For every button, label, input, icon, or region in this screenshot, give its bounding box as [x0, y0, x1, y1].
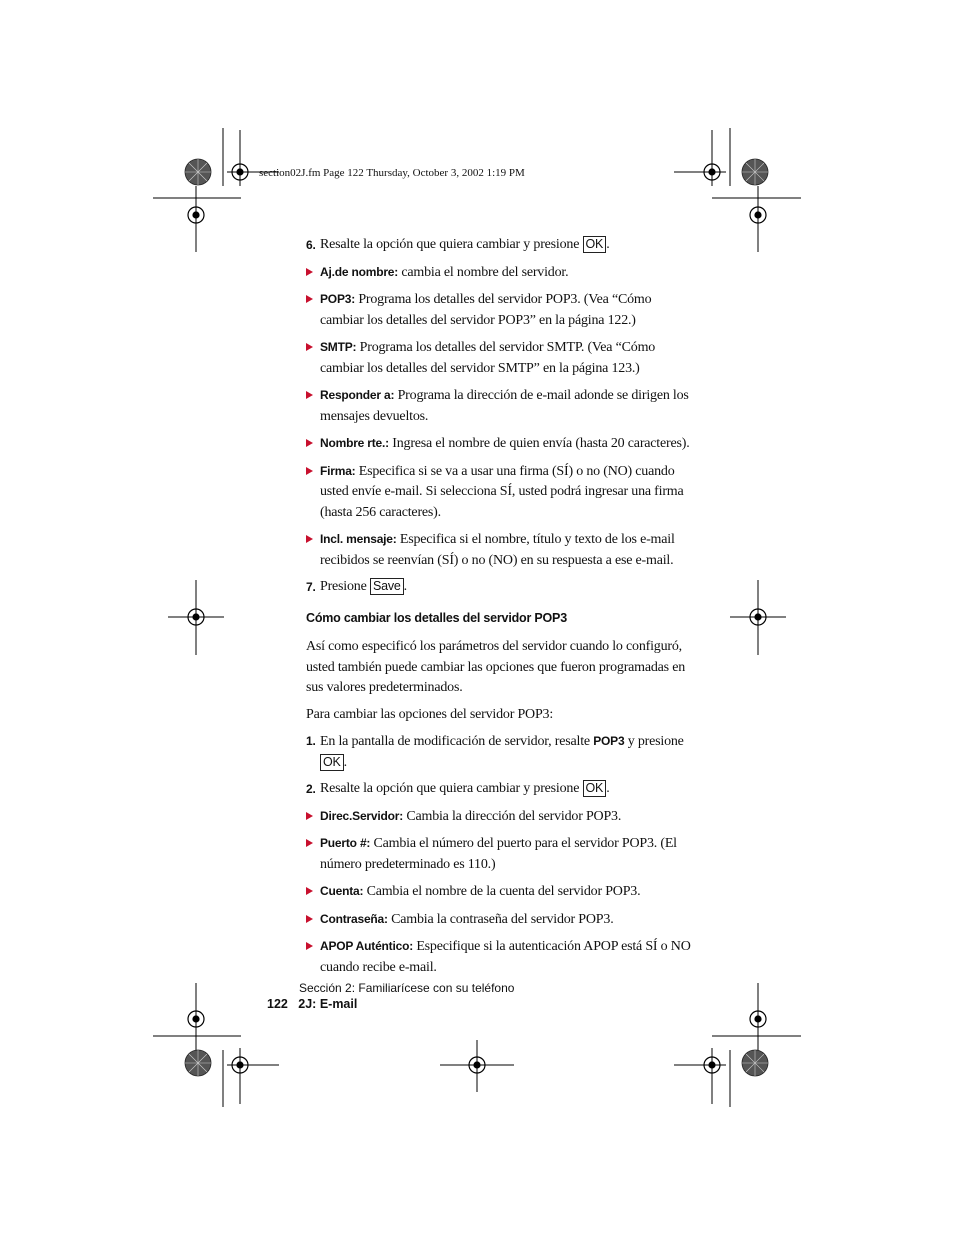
step-text: Resalte la opción que quiera cambiar y presione [320, 781, 580, 796]
bullet-arrow-icon [306, 268, 313, 276]
option-desc: Ingresa el nombre de quien envía (hasta 20 caracteres). [388, 436, 690, 451]
ok-key: OK [583, 780, 607, 797]
option-item [306, 529, 696, 571]
option-term: APOP Auténtico: [320, 939, 414, 953]
option-desc: Cambia el nombre de la cuenta del servidor POP3. [363, 884, 641, 899]
option-item [306, 936, 696, 978]
bullet-arrow-icon [306, 343, 313, 351]
option-item [306, 833, 696, 875]
step-end: . [606, 237, 610, 252]
option-item [306, 289, 696, 331]
print-header: section02J.fm Page 122 Thursday, October 3, 2002 1:19 PM [259, 167, 525, 179]
ok-key: OK [320, 754, 344, 771]
chapter-title: 2J: E-mail [298, 997, 358, 1011]
step-text-2: y presione [627, 734, 684, 749]
option-term: Aj.de nombre: [320, 264, 399, 279]
bullet-arrow-icon [306, 915, 313, 923]
bullet-arrow-icon [306, 812, 313, 820]
option-desc: Especifica si se va a usar una firma (SÍ) o no (NO) cuando usted envíe e-mail. Si selecciona SÍ, usted podrá ingresar una firma (hasta 256 caracteres). [320, 463, 684, 520]
bullet-arrow-icon [306, 467, 313, 475]
option-item [306, 262, 696, 284]
bullet-arrow-icon [306, 295, 313, 303]
option-term: Nombre rte.: [320, 436, 389, 450]
step-number: 1. [306, 734, 316, 748]
step-number: 7. [306, 580, 316, 594]
bullet-arrow-icon [306, 887, 313, 895]
option-item [306, 909, 696, 931]
option-term: SMTP: [320, 340, 357, 354]
footer-chapter-line [267, 996, 514, 1012]
option-term: POP3: [320, 292, 356, 306]
option-term: Responder a: [320, 388, 395, 402]
step-term: POP3 [593, 734, 625, 748]
step-2 [306, 779, 696, 800]
bullet-arrow-icon [306, 942, 313, 950]
step-end: . [403, 579, 407, 594]
option-desc: Especifica si el nombre, título y texto de los e-mail recibidos se reenvían (SÍ) o no (NO) en su respuesta a ese e-mail. [320, 532, 675, 568]
option-desc: Programa los detalles del servidor SMTP. (Vea “Cómo cambiar los detalles del servidor SMTP” en la página 123.) [320, 340, 656, 376]
option-list-2 [306, 806, 696, 979]
option-term: Firma: [320, 463, 356, 478]
option-desc: Cambia la contraseña del servidor POP3. [387, 911, 614, 927]
step-number: 6. [306, 238, 316, 252]
step-text: En la pantalla de modificación de servidor, resalte [320, 734, 590, 749]
option-item [306, 337, 696, 379]
option-desc: Cambia el número del puerto para el servidor POP3. (El número predeterminado es 110.) [320, 836, 677, 872]
step-text: Resalte la opción que quiera cambiar y presione [320, 237, 580, 252]
bullet-arrow-icon [306, 839, 313, 847]
option-desc: Programa la dirección de e-mail adonde se dirigen los mensajes devueltos. [320, 388, 689, 424]
step-text: Presione [320, 579, 367, 594]
section-title: Cómo cambiar los detalles del servidor POP3 [306, 610, 567, 625]
ok-key: OK [583, 236, 607, 253]
option-item [306, 433, 696, 455]
page-content [306, 235, 696, 984]
bullet-arrow-icon [306, 535, 313, 543]
step-end: . [606, 781, 610, 796]
option-desc: Cambia la dirección del servidor POP3. [403, 808, 622, 824]
save-key: Save [370, 578, 404, 595]
bullet-arrow-icon [306, 439, 313, 447]
bullet-arrow-icon [306, 391, 313, 399]
option-item [306, 461, 696, 524]
option-term: Puerto #: [320, 836, 371, 850]
step-6 [306, 235, 696, 256]
option-list-1 [306, 262, 696, 572]
option-item [306, 806, 696, 828]
step-1 [306, 731, 696, 773]
page-number: 122 [267, 997, 288, 1011]
step-7 [306, 577, 696, 598]
option-desc: Programa los detalles del servidor POP3. (Vea “Cómo cambiar los detalles del servidor POP3” en la página 122.) [320, 292, 652, 328]
option-desc: Especifique si la autenticación APOP está SÍ o NO cuando recibe e-mail. [320, 939, 691, 975]
paragraph: Así como especificó los parámetros del servidor cuando lo configuró, usted también puede cambiar las opciones que fueron programadas en sus valores predeterminados. [306, 639, 686, 695]
step-end: . [343, 754, 347, 770]
option-desc: cambia el nombre del servidor. [398, 264, 569, 280]
paragraph: Para cambiar las opciones del servidor POP3: [306, 706, 554, 722]
option-term: Cuenta: [320, 884, 364, 898]
option-term: Direc.Servidor: [320, 808, 404, 823]
option-item [306, 881, 696, 903]
option-item [306, 385, 696, 427]
page-footer [267, 980, 514, 1012]
footer-section: Sección 2: Familiarícese con su teléfono [299, 981, 515, 995]
step-number: 2. [306, 782, 316, 796]
option-term: Contraseña: [320, 911, 388, 926]
option-term: Incl. mensaje: [320, 532, 397, 546]
